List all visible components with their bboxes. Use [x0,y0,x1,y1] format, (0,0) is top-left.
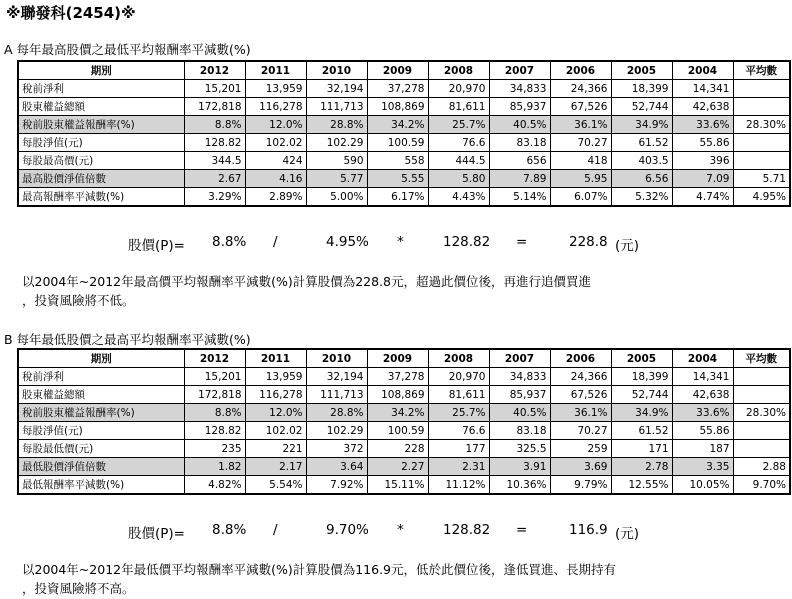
note-line: 以2004年~2012年最低價平均報酬率平減數(%)計算股價為116.9元，低於此價位後，逢低買進、長期持有 [22,562,617,577]
table-row [18,458,790,476]
column-header: 2011 [245,61,306,80]
formula-bvps: 128.82 [443,234,491,250]
table-cell [733,80,790,98]
column-header: 2004 [672,349,733,368]
row-label: 稅前股東權益報酬率(%) [18,116,184,134]
formula-equals: = [516,522,528,538]
table-row [18,80,790,98]
table-cell: 108,869 [367,386,428,404]
table-cell: 7.89 [489,170,550,188]
row-label: 稅前淨利 [18,368,184,386]
table-cell: 15,201 [184,368,245,386]
table-row [18,116,790,134]
formula-price: 116.9 [569,522,608,538]
section-a-note [22,272,591,310]
row-label: 稅前股東權益報酬率(%) [18,404,184,422]
table-cell: 3.91 [489,458,550,476]
table-cell: 37,278 [367,80,428,98]
table-cell: 5.00% [306,188,367,207]
table-cell: 67,526 [550,386,611,404]
table-cell: 20,970 [428,80,489,98]
table-cell: 5.71 [733,170,790,188]
table-cell: 424 [245,152,306,170]
column-header: 2005 [611,349,672,368]
column-header: 2006 [550,349,611,368]
table-cell: 12.55% [611,476,672,495]
table-cell: 81,611 [428,98,489,116]
table-cell: 28.8% [306,404,367,422]
table-cell: 52,744 [611,386,672,404]
table-cell: 55.86 [672,422,733,440]
table-cell: 42,638 [672,386,733,404]
table-cell: 76.6 [428,134,489,152]
note-line: 以2004年~2012年最高價平均報酬率平減數(%)計算股價為228.8元，超過此價位後，再進行追價買進 [22,274,592,289]
table-cell: 12.0% [245,404,306,422]
note-line: ，投資風險將不高。 [22,581,135,596]
table-cell: 6.07% [550,188,611,207]
table-row [18,152,790,170]
formula-bvps: 128.82 [443,522,491,538]
table-cell: 36.1% [550,116,611,134]
table-cell: 34.2% [367,116,428,134]
table-cell: 111,713 [306,386,367,404]
table-cell: 3.35 [672,458,733,476]
table-row [18,170,790,188]
table-cell: 221 [245,440,306,458]
table-cell: 61.52 [611,134,672,152]
table-cell: 28.30% [733,404,790,422]
table-cell [733,152,790,170]
column-header: 2006 [550,61,611,80]
table-cell: 83.18 [489,422,550,440]
table-row [18,188,790,207]
section-b-title: B 每年最低股價之最高平均報酬率平減數(%) [4,332,251,347]
table-cell: 7.09 [672,170,733,188]
table-cell: 2.88 [733,458,790,476]
table-cell: 116,278 [245,98,306,116]
table-cell: 5.14% [489,188,550,207]
table-cell: 2.27 [367,458,428,476]
table-cell: 2.17 [245,458,306,476]
table-cell: 55.86 [672,134,733,152]
table-row [18,422,790,440]
table-cell: 13,959 [245,80,306,98]
table-cell: 40.5% [489,404,550,422]
table-cell: 102.29 [306,134,367,152]
table-cell: 228 [367,440,428,458]
table-cell: 61.52 [611,422,672,440]
table-cell: 85,937 [489,386,550,404]
table-cell: 6.17% [367,188,428,207]
table-cell: 171 [611,440,672,458]
section-b-table [17,348,791,495]
table-cell: 187 [672,440,733,458]
table-cell: 28.8% [306,116,367,134]
table-cell: 4.74% [672,188,733,207]
table-cell: 18,399 [611,80,672,98]
table-row [18,476,790,495]
table-cell: 3.69 [550,458,611,476]
table-cell: 4.82% [184,476,245,495]
table-row [18,404,790,422]
table-cell: 25.7% [428,404,489,422]
table-cell: 5.80 [428,170,489,188]
table-cell: 177 [428,440,489,458]
table-cell: 24,366 [550,368,611,386]
row-label: 最高股價淨值倍數 [18,170,184,188]
formula-equals: = [516,234,528,250]
table-cell: 67,526 [550,98,611,116]
column-header: 2009 [367,61,428,80]
table-cell: 5.32% [611,188,672,207]
table-cell: 100.59 [367,134,428,152]
table-header-row [18,349,790,368]
table-cell: 403.5 [611,152,672,170]
table-cell [733,386,790,404]
row-label: 每股淨值(元) [18,422,184,440]
table-cell: 52,744 [611,98,672,116]
table-cell [733,368,790,386]
table-cell: 4.16 [245,170,306,188]
table-cell: 34,833 [489,80,550,98]
row-label: 股東權益總額 [18,386,184,404]
table-row [18,98,790,116]
table-cell: 128.82 [184,422,245,440]
table-cell: 656 [489,152,550,170]
table-cell: 9.79% [550,476,611,495]
table-cell: 18,399 [611,368,672,386]
table-cell: 8.8% [184,116,245,134]
table-cell: 32,194 [306,368,367,386]
table-cell: 24,366 [550,80,611,98]
formula-divide: / [273,234,278,250]
table-cell: 7.92% [306,476,367,495]
table-cell: 34.9% [611,404,672,422]
table-cell: 70.27 [550,422,611,440]
row-label: 稅前淨利 [18,80,184,98]
column-header: 2012 [184,349,245,368]
table-cell: 5.55 [367,170,428,188]
formula-roe: 8.8% [212,234,247,250]
table-cell: 2.67 [184,170,245,188]
formula-label: 股價(P)= [128,526,185,542]
table-cell: 102.02 [245,134,306,152]
table-cell: 5.95 [550,170,611,188]
table-cell: 172,818 [184,386,245,404]
table-cell: 34.2% [367,404,428,422]
section-a-formula [0,234,792,254]
table-cell: 344.5 [184,152,245,170]
table-cell: 76.6 [428,422,489,440]
table-cell: 42,638 [672,98,733,116]
row-label: 最低股價淨值倍數 [18,458,184,476]
table-cell: 83.18 [489,134,550,152]
table-cell: 70.27 [550,134,611,152]
row-label: 最高報酬率平減數(%) [18,188,184,207]
column-header: 2004 [672,61,733,80]
table-cell: 5.54% [245,476,306,495]
table-cell: 116,278 [245,386,306,404]
formula-rate: 4.95% [326,234,369,250]
column-header: 2007 [489,61,550,80]
table-cell: 102.02 [245,422,306,440]
table-cell: 10.36% [489,476,550,495]
column-header: 平均數 [733,349,790,368]
table-cell: 33.6% [672,404,733,422]
formula-divide: / [273,522,278,538]
table-cell: 4.95% [733,188,790,207]
table-cell: 12.0% [245,116,306,134]
table-cell: 32,194 [306,80,367,98]
table-cell: 444.5 [428,152,489,170]
table-cell [733,98,790,116]
row-label: 最低報酬率平減數(%) [18,476,184,495]
formula-label: 股價(P)= [128,238,185,254]
table-cell: 108,869 [367,98,428,116]
table-cell: 396 [672,152,733,170]
table-cell: 81,611 [428,386,489,404]
formula-price: 228.8 [569,234,608,250]
table-cell: 11.12% [428,476,489,495]
table-row [18,368,790,386]
formula-rate: 9.70% [326,522,369,538]
table-cell: 9.70% [733,476,790,495]
table-cell: 3.29% [184,188,245,207]
note-line: ，投資風險將不低。 [22,293,135,308]
table-cell [733,422,790,440]
table-cell: 4.43% [428,188,489,207]
page-title: ※聯發科(2454)※ [6,4,136,22]
column-header: 2008 [428,349,489,368]
table-cell: 102.29 [306,422,367,440]
table-cell: 15.11% [367,476,428,495]
table-cell: 37,278 [367,368,428,386]
column-header: 平均數 [733,61,790,80]
row-label: 每股最高價(元) [18,152,184,170]
column-header: 2012 [184,61,245,80]
section-a-table [17,60,791,207]
table-row [18,134,790,152]
table-cell: 85,937 [489,98,550,116]
column-header: 2010 [306,61,367,80]
table-cell: 14,341 [672,80,733,98]
table-cell: 25.7% [428,116,489,134]
table-cell: 20,970 [428,368,489,386]
table-cell: 1.82 [184,458,245,476]
row-label: 每股淨值(元) [18,134,184,152]
table-cell: 325.5 [489,440,550,458]
formula-multiply: * [397,234,404,250]
table-cell: 6.56 [611,170,672,188]
formula-roe: 8.8% [212,522,247,538]
column-header: 2007 [489,349,550,368]
table-cell: 259 [550,440,611,458]
table-header-row [18,61,790,80]
table-cell [733,440,790,458]
table-cell: 418 [550,152,611,170]
row-label: 每股最低價(元) [18,440,184,458]
table-cell: 128.82 [184,134,245,152]
table-cell: 172,818 [184,98,245,116]
column-header: 2009 [367,349,428,368]
column-header: 2008 [428,61,489,80]
table-cell: 10.05% [672,476,733,495]
row-label: 股東權益總額 [18,98,184,116]
section-a-title: A 每年最高股價之最低平均報酬率平減數(%) [4,42,251,57]
table-cell: 558 [367,152,428,170]
table-cell: 3.64 [306,458,367,476]
formula-unit: (元) [615,526,640,542]
table-cell: 100.59 [367,422,428,440]
formula-unit: (元) [615,238,640,254]
table-cell: 34.9% [611,116,672,134]
column-header: 2010 [306,349,367,368]
table-cell: 34,833 [489,368,550,386]
table-cell: 2.78 [611,458,672,476]
table-cell: 15,201 [184,80,245,98]
table-cell: 8.8% [184,404,245,422]
formula-multiply: * [397,522,404,538]
column-header: 期別 [18,349,184,368]
column-header: 期別 [18,61,184,80]
table-cell: 13,959 [245,368,306,386]
table-row [18,440,790,458]
table-row [18,386,790,404]
table-cell: 36.1% [550,404,611,422]
table-cell: 2.89% [245,188,306,207]
table-cell: 14,341 [672,368,733,386]
table-cell: 590 [306,152,367,170]
table-cell: 111,713 [306,98,367,116]
table-cell: 235 [184,440,245,458]
table-cell: 33.6% [672,116,733,134]
section-b-formula [0,522,792,542]
column-header: 2005 [611,61,672,80]
table-cell: 40.5% [489,116,550,134]
section-b-note [22,560,616,598]
table-cell: 28.30% [733,116,790,134]
table-cell: 2.31 [428,458,489,476]
table-cell: 5.77 [306,170,367,188]
column-header: 2011 [245,349,306,368]
table-cell [733,134,790,152]
table-cell: 372 [306,440,367,458]
